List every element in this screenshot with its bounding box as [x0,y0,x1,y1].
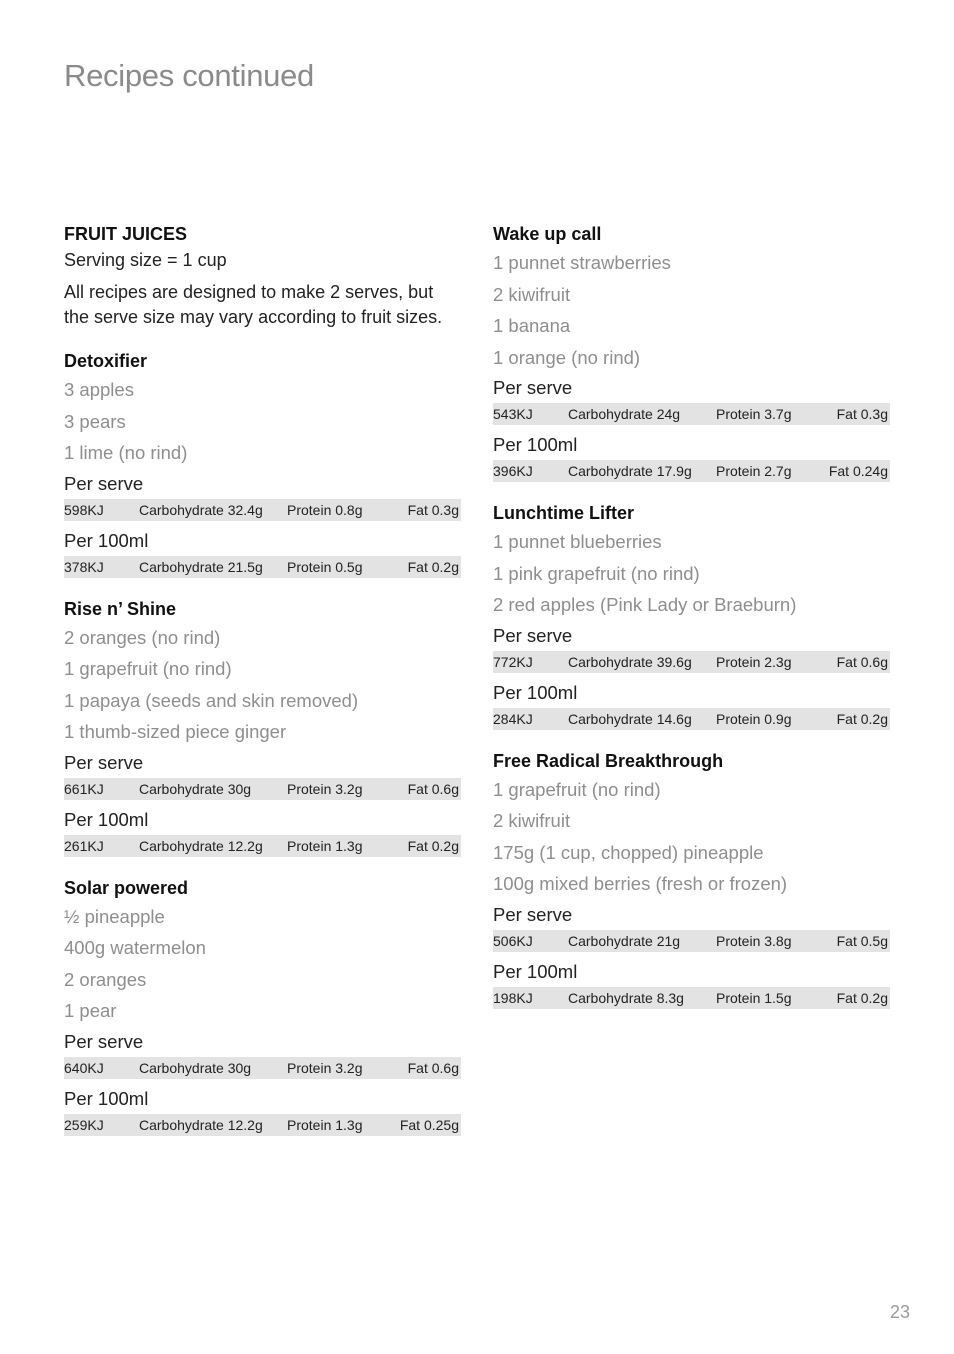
ingredient-list [493,774,890,900]
ingredient-list [64,622,461,748]
carbohydrate-value: Carbohydrate 32.4g [139,501,263,518]
fat-value: Fat 0.3g [836,406,888,422]
intro-text: All recipes are designed to make 2 serves, but the serve size may vary according to fruit sizes. [64,282,443,327]
ingredient-item: 2 oranges [64,968,147,990]
right-column [493,221,890,1014]
protein-value: Protein 1.3g [287,837,363,854]
recipe-card [493,500,890,730]
protein-value: Protein 2.3g [716,653,792,670]
energy-value: 543KJ [493,406,533,422]
carbohydrate-value: Carbohydrate 8.3g [568,989,684,1006]
fat-value: Fat 0.2g [407,558,459,575]
ingredient-item: 1 grapefruit (no rind) [493,778,661,800]
ingredient-item: 400g watermelon [64,937,206,958]
fat-value: Fat 0.6g [836,653,888,670]
serving-size: Serving size = 1 cup [64,250,227,270]
energy-value: 259KJ [64,1116,104,1133]
fat-value: Fat 0.2g [407,837,459,854]
section-heading: FRUIT JUICES [64,224,188,244]
recipe-card [64,596,461,857]
carbohydrate-value: Carbohydrate 24g [568,406,681,422]
page-title: Recipes continued [64,58,314,93]
per-100ml-nutrition-row [64,1114,461,1136]
recipe-card [64,875,461,1136]
per-serve-nutrition-row [64,778,461,800]
per-100ml-label: Per 100ml [64,529,149,551]
per-100ml-nutrition-row [64,835,461,857]
fat-value: Fat 0.6g [407,780,459,797]
per-100ml-label: Per 100ml [64,808,149,830]
carbohydrate-value: Carbohydrate 17.9g [568,463,692,479]
ingredient-item: 2 oranges (no rind) [64,626,221,648]
intro-section [64,221,461,330]
protein-value: Protein 1.3g [287,1116,363,1133]
fat-value: Fat 0.2g [836,989,888,1006]
per-100ml-label: Per 100ml [493,960,578,982]
per-100ml-label: Per 100ml [493,434,578,455]
per-serve-nutrition-row [64,1057,461,1079]
protein-value: Protein 3.2g [287,780,363,797]
per-serve-label: Per serve [64,751,144,773]
fat-value: Fat 0.5g [836,932,888,949]
ingredient-item: 2 kiwifruit [493,283,571,305]
ingredient-list [64,374,461,469]
ingredient-item: 3 pears [64,410,126,432]
per-serve-nutrition-row [64,499,461,521]
carbohydrate-value: Carbohydrate 21g [568,932,681,949]
energy-value: 261KJ [64,837,104,854]
energy-value: 378KJ [64,558,104,575]
energy-value: 640KJ [64,1059,104,1076]
per-serve-label: Per serve [493,624,573,646]
protein-value: Protein 0.5g [287,558,363,575]
energy-value: 598KJ [64,501,104,518]
per-serve-label: Per serve [64,472,144,494]
carbohydrate-value: Carbohydrate 30g [139,1059,252,1076]
per-serve-label: Per serve [493,903,573,925]
energy-value: 772KJ [493,653,533,670]
recipe-list-right [493,221,890,1009]
carbohydrate-value: Carbohydrate 39.6g [568,653,692,670]
fat-value: Fat 0.25g [399,1116,459,1133]
recipe-title: Detoxifier [64,351,148,371]
ingredient-item: 3 apples [64,379,134,400]
fat-value: Fat 0.2g [836,710,888,727]
left-column [64,221,461,1141]
ingredient-item: 1 papaya (seeds and skin removed) [64,689,359,711]
ingredient-item: 100g mixed berries (fresh or frozen) [493,873,788,894]
protein-value: Protein 2.7g [716,463,792,479]
ingredient-item: 1 grapefruit (no rind) [64,658,232,679]
recipe-title: Lunchtime Lifter [493,503,635,523]
ingredient-item: ½ pineapple [64,905,165,927]
protein-value: Protein 3.8g [716,932,792,949]
ingredient-item: 1 thumb-sized piece ginger [64,721,287,742]
recipe-card [493,748,890,1009]
recipe-title: Solar powered [64,877,189,898]
per-100ml-nutrition-row [493,708,890,730]
protein-value: Protein 3.2g [287,1059,363,1076]
energy-value: 396KJ [493,463,533,479]
per-serve-nutrition-row [493,651,890,673]
ingredient-list [493,526,890,621]
recipe-card [493,221,890,482]
page-number: 23 [889,1302,910,1322]
fat-value: Fat 0.3g [407,501,459,518]
per-serve-nutrition-row [493,403,890,425]
recipe-title: Wake up call [493,224,602,244]
per-100ml-nutrition-row [64,556,461,578]
ingredient-item: 175g (1 cup, chopped) pineapple [493,841,764,863]
per-100ml-nutrition-row [493,460,890,482]
per-100ml-nutrition-row [493,987,890,1009]
ingredient-item: 1 orange (no rind) [493,346,641,368]
protein-value: Protein 0.9g [716,710,792,727]
fat-value: Fat 0.6g [407,1059,459,1076]
recipe-card [64,348,461,578]
carbohydrate-value: Carbohydrate 14.6g [568,710,692,727]
ingredient-item: 1 banana [493,315,571,336]
energy-value: 284KJ [493,710,533,727]
ingredient-item: 1 punnet blueberries [493,531,662,552]
ingredient-item: 1 pink grapefruit (no rind) [493,562,700,584]
energy-value: 661KJ [64,780,104,797]
protein-value: Protein 1.5g [716,989,792,1006]
per-serve-nutrition-row [493,930,890,952]
protein-value: Protein 0.8g [287,501,363,518]
carbohydrate-value: Carbohydrate 12.2g [139,1116,263,1133]
recipe-list-left [64,348,461,1136]
ingredient-item: 2 red apples (Pink Lady or Braeburn) [493,594,797,615]
ingredient-list [64,901,461,1027]
per-serve-label: Per serve [493,377,573,398]
ingredient-item: 1 punnet strawberries [493,252,671,273]
ingredient-item: 1 lime (no rind) [64,442,188,463]
protein-value: Protein 3.7g [716,406,792,422]
ingredient-list [493,247,890,373]
energy-value: 198KJ [493,989,533,1006]
carbohydrate-value: Carbohydrate 12.2g [139,837,263,854]
fat-value: Fat 0.24g [828,463,888,479]
per-100ml-label: Per 100ml [493,681,578,703]
recipe-title: Rise n’ Shine [64,598,177,619]
carbohydrate-value: Carbohydrate 21.5g [139,558,263,575]
ingredient-item: 1 pear [64,1000,117,1021]
energy-value: 506KJ [493,932,533,949]
carbohydrate-value: Carbohydrate 30g [139,780,252,797]
per-100ml-label: Per 100ml [64,1087,149,1109]
ingredient-item: 2 kiwifruit [493,810,571,831]
recipe-title: Free Radical Breakthrough [493,750,724,771]
per-serve-label: Per serve [64,1030,144,1052]
